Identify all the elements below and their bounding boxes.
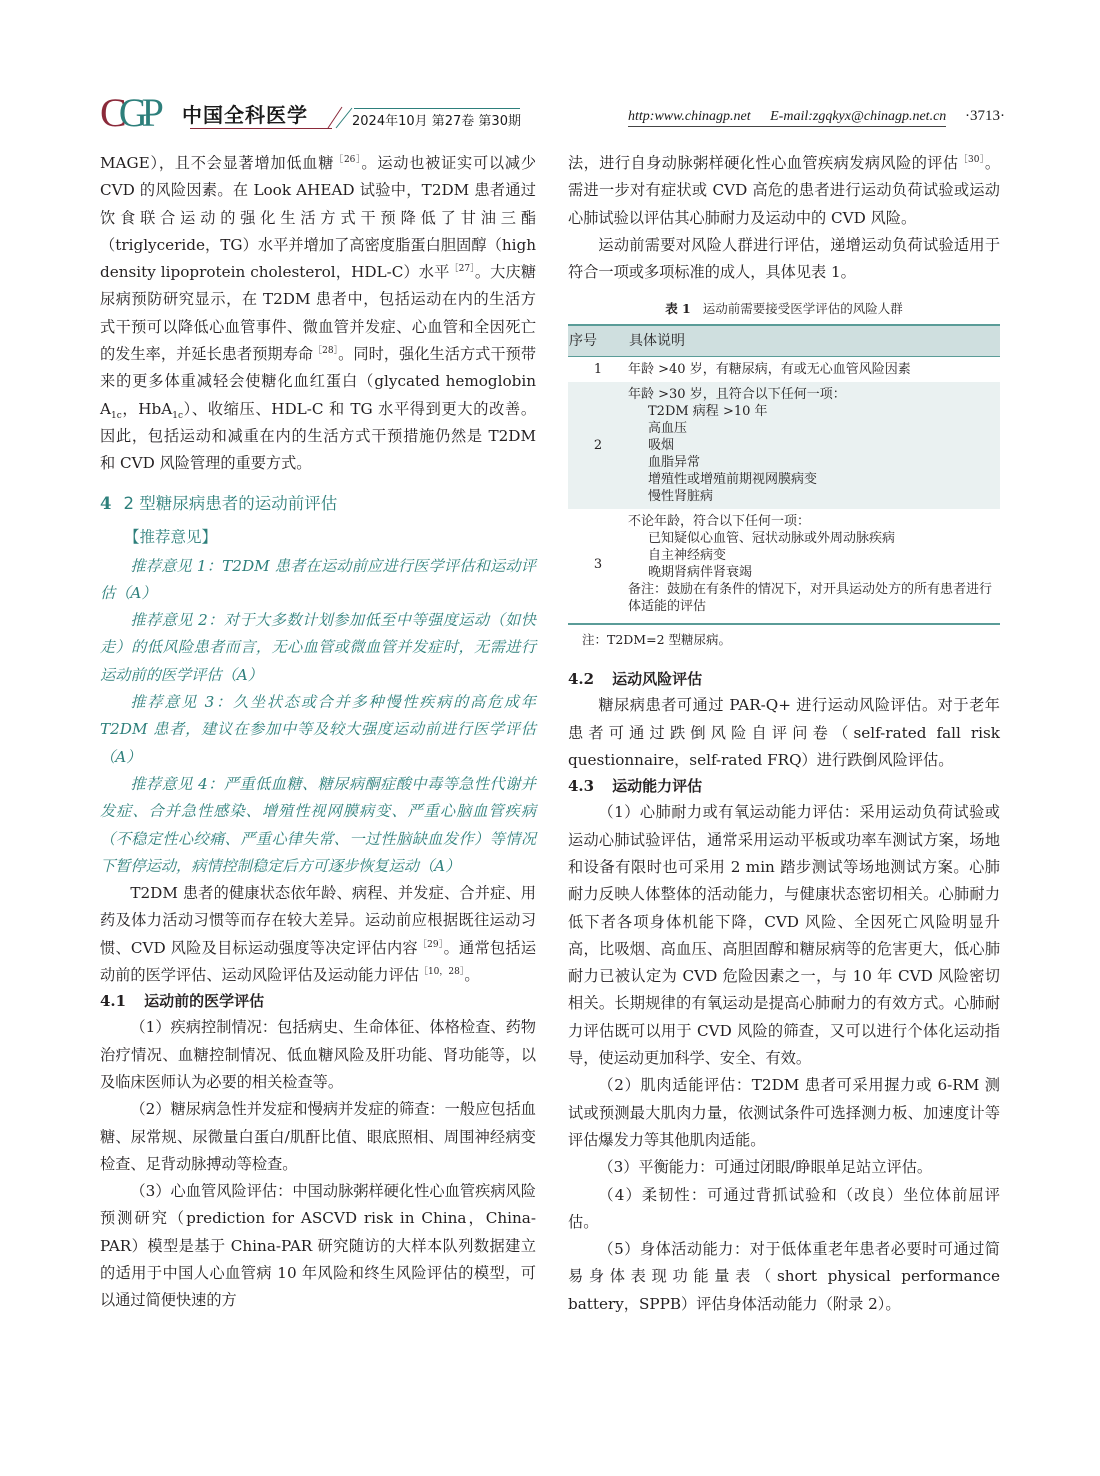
left-column — [100, 150, 536, 1315]
item-cardiovascular-risk: （3）心血管风险评估：中国动脉粥样硬化性心血管疾病风险预测研究（prediction for ASCVD risk in China，China-PAR）模型是基于 China-PAR 研究随访的大样本队列数据建立的适用于中国人心血管病 10 年风险和终生风险评估的模型，可以通过简便快速的方 — [100, 1182, 536, 1310]
text-run: ，HbA — [121, 399, 173, 418]
row-sub-item: 吸烟 — [648, 438, 675, 454]
row-description — [628, 357, 1000, 383]
text-run: 。大庆糖尿病预防研究显示，在 T2DM 患者中，包括运动在内的生活方式干预可以降低心血管事件、微血管并发症、心血管和全因死亡的发生率，并延长患者预期寿命 — [100, 263, 537, 364]
paragraph-china-par-continued — [568, 150, 1000, 232]
text-run: T2DM 患者的健康状态依年龄、病程、并发症、合并症、用药及体力活动习惯等而存在较大差异。运动前应根据既往运动习惯、CVD 风险及目标运动强度等决定评估内容 — [100, 884, 536, 957]
journal-email-link[interactable]: E-mail:zgqkyx@chinagp.net.cn — [770, 109, 947, 124]
logo-letter-p: P — [141, 90, 164, 135]
column-header-number: 序号 — [568, 325, 628, 357]
item-physical-activity-capacity: （5）身体活动能力：对于低体重老年患者必要时可通过简易身体表现功能量表（short physical performance battery，SPPB）评估身体活动能力（附录 2）。 — [568, 1240, 1000, 1313]
row-description — [628, 509, 1000, 624]
text-run: 。 — [464, 966, 480, 985]
section-number: 4 — [100, 493, 112, 513]
table-row — [568, 357, 1000, 383]
section-heading-4-1 — [100, 989, 536, 1014]
row-lead: 年龄 >40 岁，有糖尿病，有或无心血管风险因素 — [628, 362, 911, 378]
row-number: 2 — [568, 382, 628, 509]
section-title: 运动前的医学评估 — [144, 992, 265, 1011]
recommendation-2: 推荐意见 2：对于大多数计划参加低至中等强度运动（如快走）的低风险患者而言，无心血管或微血管并发症时，无需进行运动前的医学评估（A） — [100, 611, 536, 684]
page-number: ·3713· — [965, 108, 1005, 124]
text-run: ）、收缩压、HDL-C 和 TG 水平得到更大的改善。因此，包括运动和减重在内的生活方式干预措施仍然是 T2DM 和 CVD 风险管理的重要方式。 — [100, 399, 537, 473]
header-slash-divider — [326, 105, 354, 129]
recommendations-heading: 【推荐意见】 — [124, 527, 218, 546]
section-heading-4-2 — [568, 667, 1000, 692]
section-number: 4.3 — [568, 777, 595, 796]
column-header-description: 具体说明 — [628, 325, 1000, 357]
paragraph-exercise-risk: 糖尿病患者可通过 PAR-Q+ 进行运动风险评估。对于老年患者可通过跌倒风险自评问卷（self-rated fall risk questionnaire，self-rated FRQ）进行跌倒风险评估。 — [568, 696, 1000, 770]
recommendation-3: 推荐意见 3：久坐状态或合并多种慢性疾病的高危成年 T2DM 患者，建议在参加中等及较大强度运动前进行医学评估（A） — [100, 693, 536, 766]
item-muscular-fitness: （2）肌肉适能评估：T2DM 患者可采用握力或 6-RM 测试或预测最大肌肉力量，依测试条件可选择测力板、加速度计等评估爆发力等其他肌肉适能。 — [568, 1076, 1000, 1149]
row-number: 3 — [568, 509, 628, 624]
table-header-row — [568, 325, 1000, 357]
paragraph-lifestyle-intervention — [100, 150, 536, 478]
row-sub-item: 增殖性或增殖前期视网膜病变 — [648, 472, 818, 488]
row-lead: 不论年龄，符合以下任何一项： — [628, 514, 811, 530]
table-label: 表 1 — [665, 301, 691, 317]
row-sub-item: 高血压 — [648, 421, 688, 437]
item-flexibility: （4）柔韧性：可通过背抓试验和（改良）坐位体前屈评估。 — [568, 1185, 1000, 1231]
item-disease-control: （1）疾病控制情况：包括病史、生命体征、体格检查、药物治疗情况、血糖控制情况、低血糖风险及肝功能、肾功能等，以及临床医师认为必要的相关检查等。 — [100, 1018, 536, 1091]
row-lead: 年龄 >30 岁，且符合以下任何一项： — [628, 387, 846, 403]
recommendation-4: 推荐意见 4：严重低血糖、糖尿病酮症酸中毒等急性代谢并发症、合并急性感染、增殖性视网膜病变、严重心脑血管疾病（不稳定性心绞痛、严重心律失常、一过性脑缺血发作）等情况下暂停运动，病情控制稳定后方可逐步恢复运动（A） — [100, 774, 536, 875]
citation-28[interactable]: ［28］ — [313, 346, 339, 357]
logo-letter-c: C — [100, 90, 119, 135]
section-number: 4.1 — [100, 992, 127, 1011]
section-heading-4 — [100, 492, 536, 516]
citation-30[interactable]: ［30］ — [958, 154, 985, 165]
text-run: 。需进一步对有症状或 CVD 高危的患者进行运动负荷试验或运动心肺试验以评估其心肺耐力及运动中的 CVD 风险。 — [568, 154, 1001, 227]
paragraph-assessment-overview — [100, 880, 536, 989]
subscript: 1c — [110, 410, 122, 421]
table-row — [568, 382, 1000, 509]
logo-letter-g: G — [118, 90, 142, 135]
section-title: 2 型糖尿病患者的运动前评估 — [123, 493, 338, 513]
section-number: 4.2 — [568, 670, 595, 689]
journal-url-link[interactable]: http:www.chinagp.net — [628, 109, 751, 124]
item-complication-screening: （2）糖尿病急性并发症和慢病并发症的筛查：一般应包括血糖、尿常规、尿微量白蛋白/肌酐比值、眼底照相、周围神经病变检查、足背动脉搏动等检查。 — [100, 1100, 536, 1173]
row-sub-item: 晚期肾病伴肾衰竭 — [648, 565, 753, 581]
table-1 — [568, 300, 1000, 649]
table-title: 运动前需要接受医学评估的风险人群 — [702, 301, 903, 317]
risk-population-table — [568, 324, 1000, 625]
header-underline-divider — [190, 128, 332, 129]
header-topline-divider — [354, 108, 520, 109]
journal-name: 中国全科医学 — [182, 103, 308, 127]
text-run: 。同时，强化生活方式干预带来的更多体重减轻会使糖化血红蛋白（glycated hemoglobin A — [100, 345, 537, 418]
text-run: MAGE），且不会显著增加低血糖 — [100, 154, 335, 172]
section-title: 运动风险评估 — [612, 670, 703, 689]
section-title: 运动能力评估 — [612, 777, 703, 796]
citation-26[interactable]: ［26］ — [334, 154, 362, 165]
row-sub-item: 血脂异常 — [648, 455, 701, 471]
row-sub-item: 慢性肾脏病 — [648, 489, 714, 505]
row-number: 1 — [593, 362, 603, 378]
issue-info: 2024年10月 第27卷 第30期 — [352, 114, 521, 129]
contact-line — [628, 109, 946, 127]
right-column — [568, 150, 1000, 1318]
citation-10-28[interactable]: ［10，28］ — [418, 966, 465, 977]
citation-29[interactable]: ［29］ — [417, 939, 444, 950]
paragraph-table-reference: 运动前需要对风险人群进行评估，递增运动负荷试验适用于符合一项或多项标准的成人，具体见表 1。 — [568, 235, 1000, 282]
table-footnote: 注：T2DM=2 型糖尿病。 — [582, 632, 732, 648]
recommendation-1: 推荐意见 1：T2DM 患者在运动前应进行医学评估和运动评估（A） — [100, 556, 536, 602]
row-description — [628, 382, 1000, 509]
text-run: 。通常包括运动前的医学评估、运动风险评估及运动能力评估 — [100, 938, 537, 985]
table-caption — [568, 300, 1000, 318]
subscript: 1c — [172, 410, 183, 421]
table-row — [568, 509, 1000, 624]
row-note: 备注：鼓励在有条件的情况下，对开具运动处方的所有患者进行体适能的评估 — [628, 582, 993, 615]
row-sub-item: 自主神经病变 — [648, 548, 727, 564]
journal-logo — [100, 90, 164, 135]
row-sub-item: T2DM 病程 >10 年 — [648, 404, 768, 420]
page-header — [100, 90, 1005, 135]
row-sub-item: 已知疑似心血管、冠状动脉或外周动脉疾病 — [648, 531, 896, 547]
section-heading-4-3 — [568, 774, 1000, 799]
citation-27[interactable]: ［27］ — [449, 264, 475, 275]
item-cardiorespiratory-fitness: （1）心肺耐力或有氧运动能力评估：采用运动负荷试验或运动心肺试验评估，通常采用运动平板或功率车测试方案，场地和设备有限时也可采用 2 min 踏步测试等场地测试方案。心肺耐力反映人体整体的活动能力，与健康状态密切相关。心肺耐力低下者各项身体机能下降，CVD 风险、全因死亡风险明显升高，比吸烟、高血压、高胆固醇和糖尿病等的危害更大，低心肺耐力已被认定为 CVD 危险因素之一，与 10 年 CVD 风险密切相关。长期规律的有氧运动是提高心肺耐力的有效方式。心肺耐力评估既可以用于 CVD 风险的筛查，又可以进行个体化运动指导，使运动更加科学、安全、有效。 — [568, 803, 1000, 1068]
item-balance: （3）平衡能力：可通过闭眼/睁眼单足站立评估。 — [598, 1158, 933, 1177]
text-run: 。运动也被证实可以减少 CVD 的风险因素。在 Look AHEAD 试验中，T2DM 患者通过饮食联合运动的强化生活方式干预降低了甘油三酯（triglyceride，TG）水平并增加了高密度脂蛋白胆固醇（high density lipoprotein cholesterol，HDL-C）水平 — [100, 154, 537, 282]
text-run: 法，进行自身动脉粥样硬化性心血管疾病发病风险的评估 — [568, 154, 959, 172]
